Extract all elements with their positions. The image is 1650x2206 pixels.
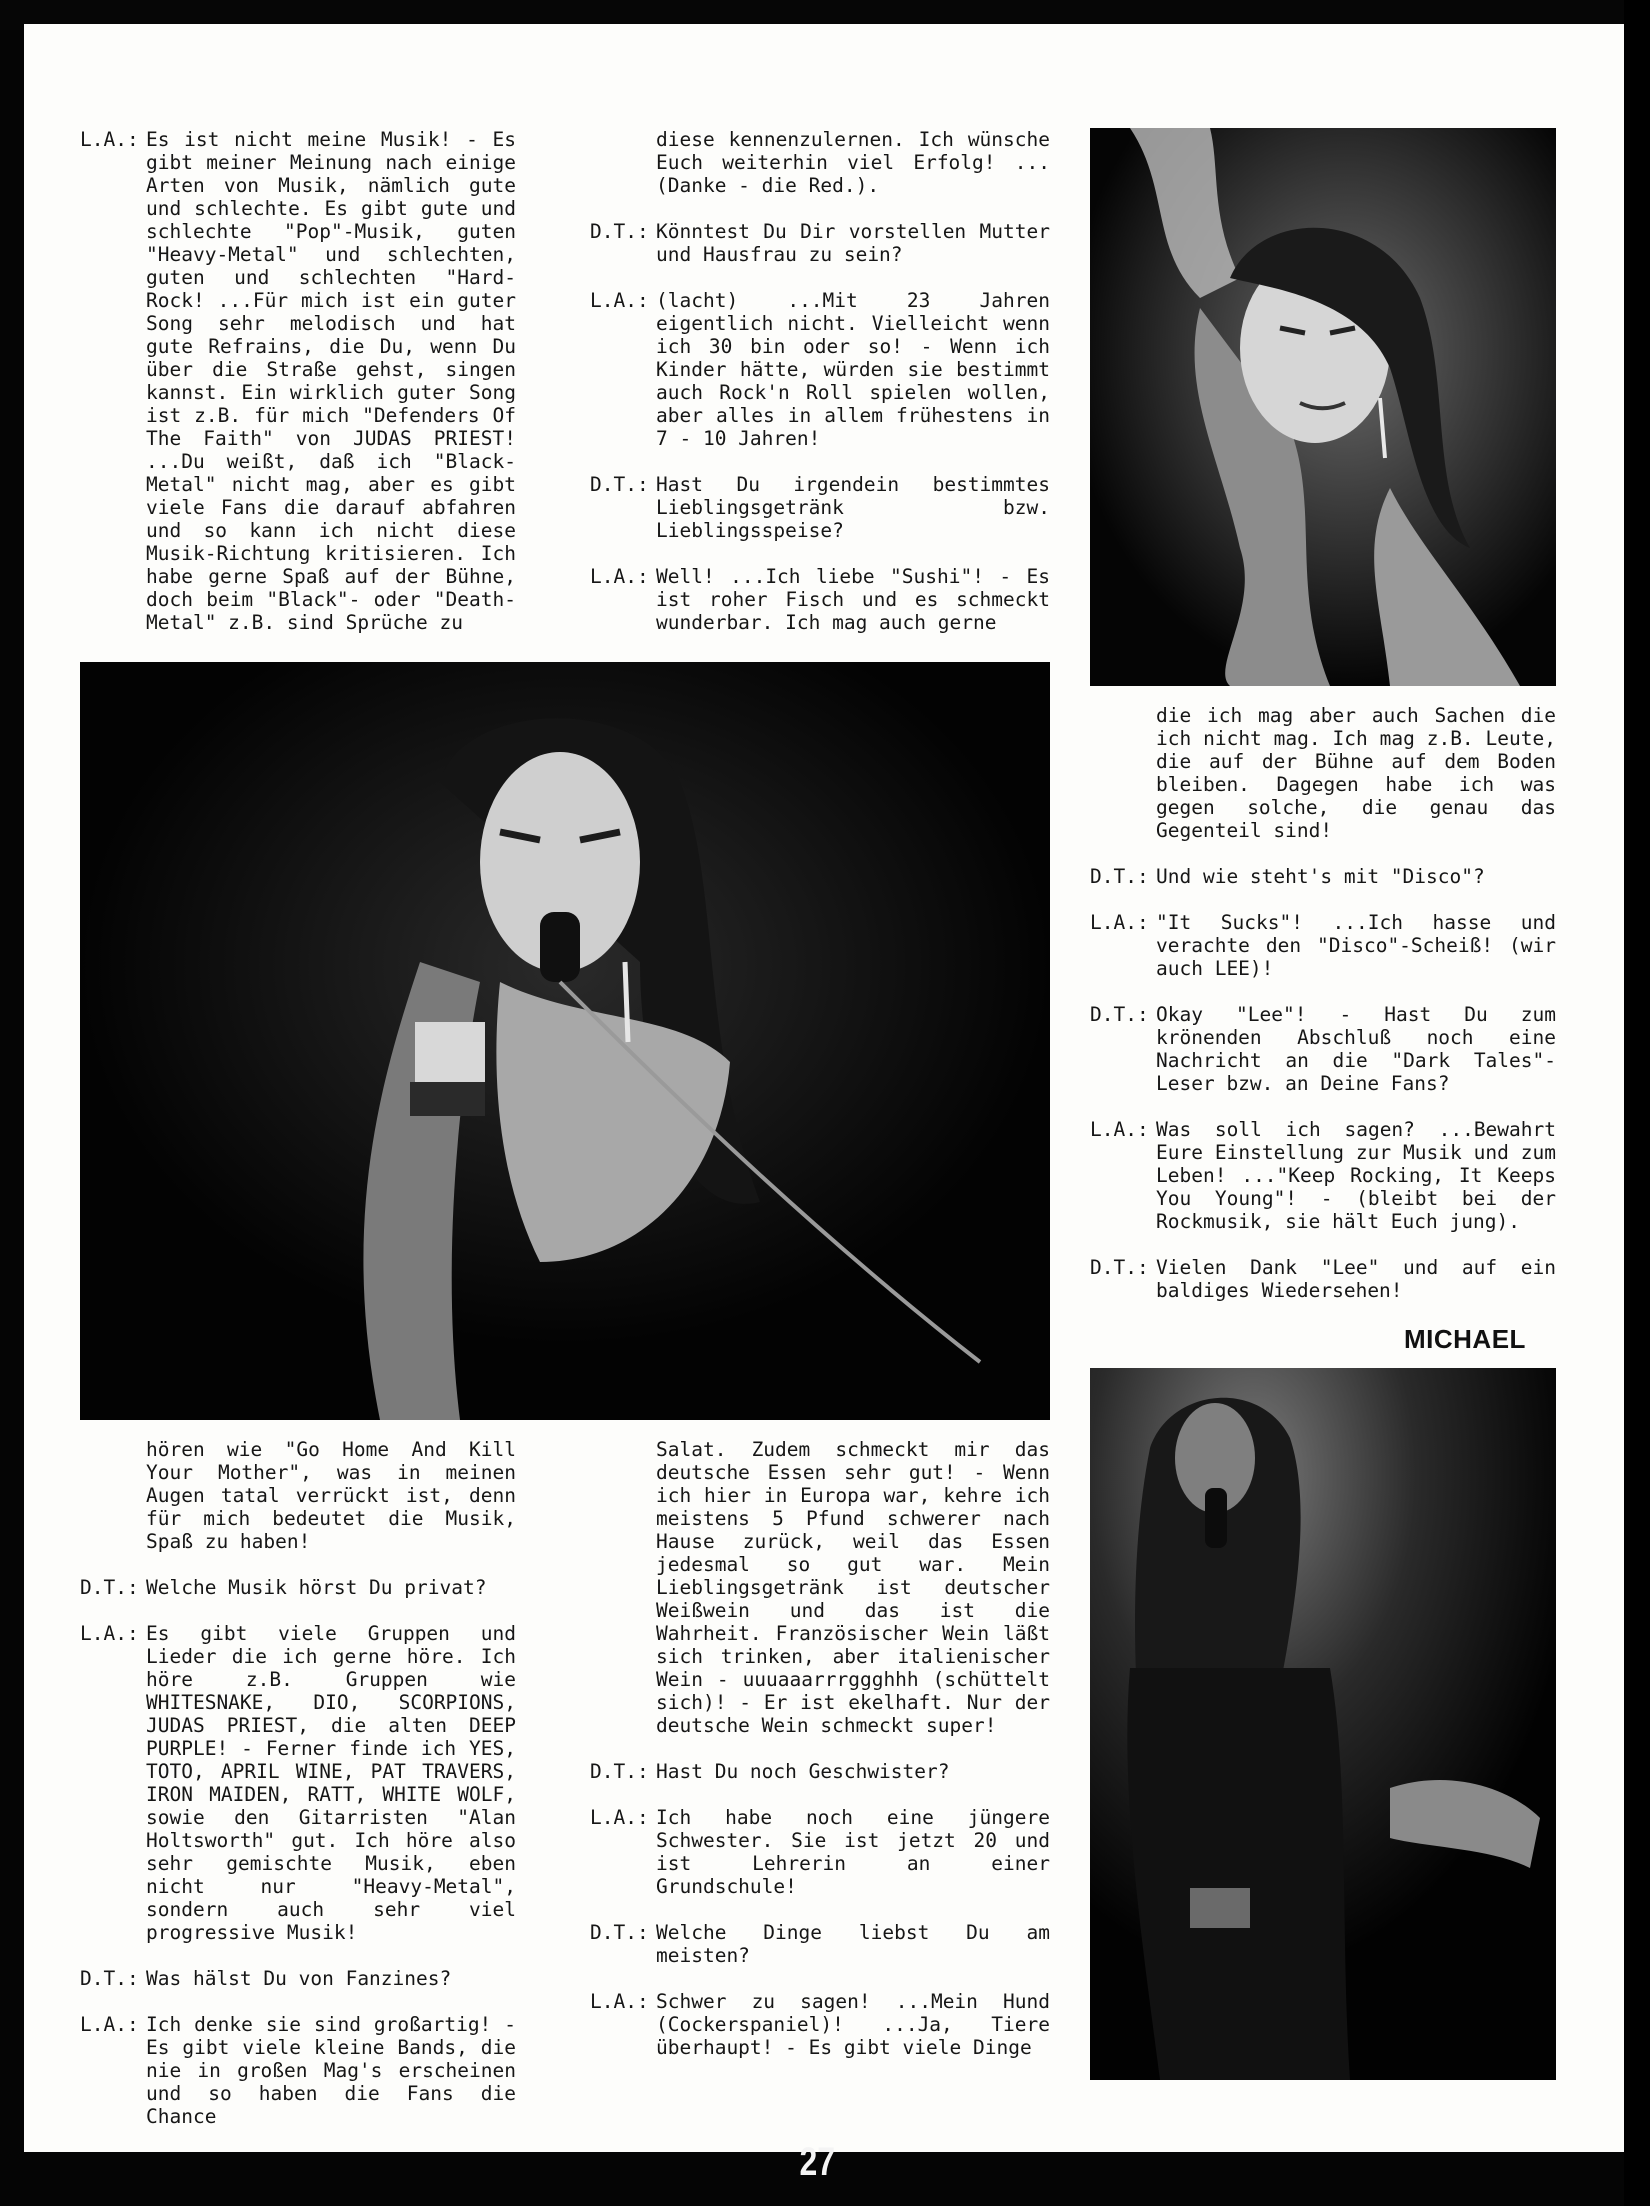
- entry-text: Vielen Dank "Lee" und auf ein baldiges Wiedersehen!: [1156, 1256, 1556, 1302]
- continued-text: die ich mag aber auch Sachen die ich nicht mag. Ich mag z.B. Leute, die auf der Bühne auf dem Boden bleiben. Dagegen habe ich was gegen solche, die genau das Gegenteil sind!: [1156, 704, 1556, 842]
- speaker-label: L.A.:: [80, 1622, 139, 1645]
- speaker-label: L.A.:: [1090, 911, 1149, 934]
- interview-entry: [80, 1622, 516, 1944]
- speaker-label: L.A.:: [590, 289, 649, 312]
- entry-text: Welche Dinge liebst Du am meisten?: [656, 1921, 1050, 1967]
- speaker-label: L.A.:: [1090, 1118, 1149, 1141]
- column-2-bottom: [590, 1438, 1050, 2082]
- column-1-bottom: [80, 1438, 516, 2151]
- speaker-label: L.A.:: [590, 565, 649, 588]
- scan-border-right: [1624, 0, 1650, 2206]
- interview-entry: [590, 1806, 1050, 1898]
- interview-entry: [590, 289, 1050, 450]
- photo-singer-microphone: [80, 662, 1050, 1420]
- entry-text: Hast Du noch Geschwister?: [656, 1760, 950, 1783]
- speaker-label: D.T.:: [590, 1760, 649, 1783]
- speaker-label: L.A.:: [590, 1990, 649, 2013]
- interview-entry: [80, 2013, 516, 2128]
- entry-text: Ich habe noch eine jüngere Schwester. Sie ist jetzt 20 und ist Lehrerin an einer Grundschule!: [656, 1806, 1050, 1898]
- interview-entry: [590, 565, 1050, 634]
- interview-entry: [80, 128, 516, 634]
- entry-text: Und wie steht's mit "Disco"?: [1156, 865, 1485, 888]
- column-2-top: [590, 128, 1050, 657]
- speaker-label: D.T.:: [590, 220, 649, 243]
- column-3: [1090, 704, 1556, 1325]
- continued-text: Salat. Zudem schmeckt mir das deutsche Essen sehr gut! - Wenn ich hier in Europa war, kehre ich meistens 5 Pfund schwerer nach Hause zurück, weil das Essen jedesmal so gut war. Mein Lieblingsgetränk ist deutscher Weißwein und das ist die Wahrheit. Französischer Wein läßt sich trinken, aber italienischer Wein - uuuaaarrrggghhh (schüttelt sich)! - Er ist ekelhaft. Nur der deutsche Wein schmeckt super!: [656, 1438, 1050, 1737]
- entry-text: Welche Musik hörst Du privat?: [146, 1576, 487, 1599]
- photo-guitarist-live: [1090, 1368, 1556, 2080]
- entry-text: "It Sucks"! ...Ich hasse und verachte den "Disco"-Scheiß! (wir auch LEE)!: [1156, 911, 1556, 980]
- speaker-label: D.T.:: [80, 1967, 139, 1990]
- interview-entry: [80, 1967, 516, 1990]
- interview-entry: [590, 1921, 1050, 1967]
- speaker-label: D.T.:: [590, 1921, 649, 1944]
- photo-singer-portrait: [1090, 128, 1556, 686]
- interview-entry: [80, 1576, 516, 1599]
- entry-text: (lacht) ...Mit 23 Jahren eigentlich nicht. Vielleicht wenn ich 30 bin oder so! - Wenn ich Kinder hätte, würden sie bestimmt auch Rock'n Roll spielen wollen, aber alles in allem frühestens in 7 - 10 Jahren!: [656, 289, 1050, 450]
- entry-text: Well! ...Ich liebe "Sushi"! - Es ist roher Fisch und es schmeckt wunderbar. Ich mag auch gerne: [656, 565, 1050, 634]
- speaker-label: L.A.:: [80, 128, 139, 151]
- speaker-label: D.T.:: [1090, 865, 1149, 888]
- speaker-label: L.A.:: [590, 1806, 649, 1829]
- entry-text: Könntest Du Dir vorstellen Mutter und Hausfrau zu sein?: [656, 220, 1050, 266]
- interview-entry: [590, 1760, 1050, 1783]
- column-1-top: [80, 128, 516, 657]
- entry-text: Hast Du irgendein bestimmtes Lieblingsgetränk bzw. Lieblingsspeise?: [656, 473, 1050, 542]
- entry-text: Okay "Lee"! - Hast Du zum krönenden Abschluß noch eine Nachricht an die "Dark Tales"-Leser bzw. an Deine Fans?: [1156, 1003, 1556, 1095]
- speaker-label: D.T.:: [80, 1576, 139, 1599]
- continued-text: hören wie "Go Home And Kill Your Mother", was in meinen Augen tatal verrückt ist, denn für mich bedeutet die Musik, Spaß zu haben!: [146, 1438, 516, 1553]
- interview-entry: [1090, 865, 1556, 888]
- interview-entry: [1090, 1003, 1556, 1095]
- speaker-label: D.T.:: [590, 473, 649, 496]
- page-number: 27: [799, 2140, 836, 2184]
- photo-guitarist-live-image: [1090, 1368, 1556, 2080]
- entry-text: Es gibt viele Gruppen und Lieder die ich gerne höre. Ich höre z.B. Gruppen wie WHITESNAKE, DIO, SCORPIONS, JUDAS PRIEST, die alten DEEP PURPLE! - Ferner finde ich YES, TOTO, APRIL WINE, PAT TRAVERS, IRON MAIDEN, RATT, WHITE WOLF, sowie den Gitarristen "Alan Holtsworth" gut. Ich höre also sehr gemischte Musik, eben nicht nur "Heavy-Metal", sondern auch sehr viel progressive Musik!: [146, 1622, 516, 1944]
- entry-text: Es ist nicht meine Musik! - Es gibt meiner Meinung nach einige Arten von Musik, nämlich gute und schlechte. Es gibt gute und schlechte "Pop"-Musik, guten "Heavy-Metal" und schlechten, guten und schlechten "Hard-Rock! ...Für mich ist ein guter Song sehr melodisch und hat gute Refrains, die Du, wenn Du über die Straße gehst, singen kannst. Ein wirklich guter Song ist z.B. für mich "Defenders Of The Faith" von JUDAS PRIEST! ...Du weißt, daß ich "Black-Metal" nicht mag, aber es gibt viele Fans die darauf abfahren und so kann ich nicht diese Musik-Richtung kritisieren. Ich habe gerne Spaß auf der Bühne, doch beim "Black"- oder "Death-Metal" z.B. sind Sprüche zu: [146, 128, 516, 634]
- entry-text: Was hälst Du von Fanzines?: [146, 1967, 452, 1990]
- interview-entry: [590, 220, 1050, 266]
- magazine-page: [24, 24, 1624, 2152]
- continued-text: diese kennenzulernen. Ich wünsche Euch weiterhin viel Erfolg! ...(Danke - die Red.).: [656, 128, 1050, 197]
- interview-entry: [1090, 1256, 1556, 1302]
- entry-text: Schwer zu sagen! ...Mein Hund (Cockerspaniel)! ...Ja, Tiere überhaupt! - Es gibt viele Dinge: [656, 1990, 1050, 2059]
- speaker-label: L.A.:: [80, 2013, 139, 2036]
- author-signature: MICHAEL: [1404, 1324, 1526, 1354]
- interview-entry: [590, 1990, 1050, 2059]
- entry-text: Ich denke sie sind großartig! - Es gibt viele kleine Bands, die nie in großen Mag's erscheinen und so haben die Fans die Chance: [146, 2013, 516, 2128]
- speaker-label: D.T.:: [1090, 1003, 1149, 1026]
- photo-singer-microphone-image: [80, 662, 1050, 1420]
- speaker-label: D.T.:: [1090, 1256, 1149, 1279]
- interview-entry: [1090, 1118, 1556, 1233]
- entry-text: Was soll ich sagen? ...Bewahrt Eure Einstellung zur Musik und zum Leben! ..."Keep Rocking, It Keeps You Young"! - (bleibt bei der Rockmusik, sie hält Euch jung).: [1156, 1118, 1556, 1233]
- interview-entry: [1090, 911, 1556, 980]
- interview-entry: [590, 473, 1050, 542]
- photo-singer-portrait-image: [1090, 128, 1556, 686]
